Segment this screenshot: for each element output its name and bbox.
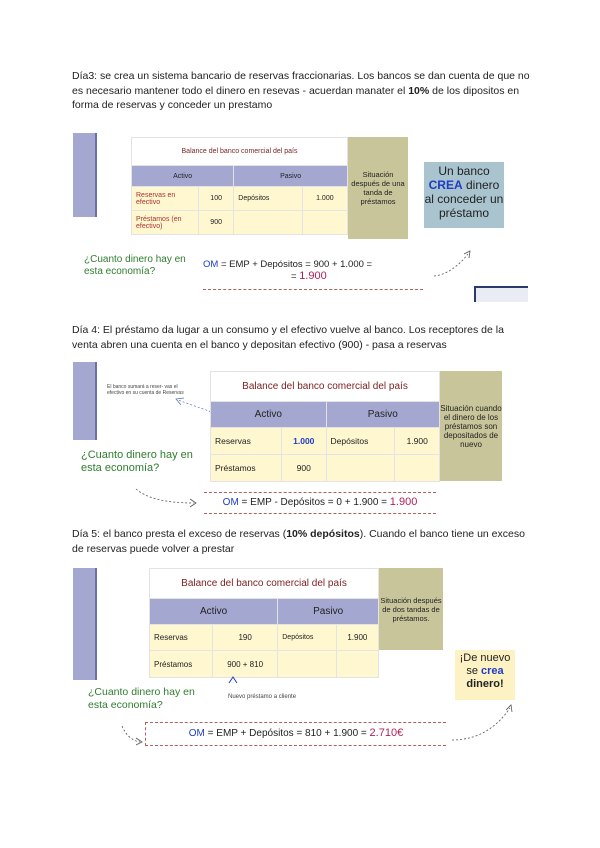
section1-row2-label: Préstamos (en efectivo) [132,211,199,235]
section2-pasivo-header: Pasivo [326,402,439,428]
section1-activo-header: Activo [132,166,234,187]
section2-arrow-curve [132,485,204,509]
section2-question: ¿Cuanto dinero hay en esta economía? [81,449,193,474]
section3-om-formula: OM = EMP + Depósitos = 810 + 1.900 = 2.710€ [145,722,446,746]
section3-activo-header: Activo [150,599,278,625]
section1-side-bar [73,133,97,217]
section1-situation-box: Situación después de una tanda de préstamos [348,137,408,239]
section3-row2-value: 900 + 810 [213,651,278,678]
section3-situation-box: Situación después de dos tandas de préstamos. [379,568,443,650]
section3-row1-pasivo-value: 1.900 [336,625,378,651]
section1-row1-value: 100 [199,187,234,211]
section3-pasivo-header: Pasivo [278,599,379,625]
section2-row1-label: Reservas [211,428,282,455]
section1-balance-table [131,137,348,235]
section2-situation-box: Situación cuando el dinero de los préstamos son depositados de nuevo [440,371,502,481]
section2-row1-pasivo-label: Depósitos [326,428,395,455]
section1-row1-pasivo-label: Depósitos [234,187,302,211]
section3-table-title: Balance del banco comercial del país [150,569,379,599]
section1-callout-crea: CREA [428,178,463,192]
section3-row1-pasivo-label: Depósitos [278,625,336,651]
section2-table-title: Balance del banco comercial del país [211,372,440,402]
section2-note: El banco sumará a reser- vas el efectivo en su cuenta de Reservas [107,384,184,396]
section3-callout: ¡De nuevo se crea dinero! [455,650,515,700]
section3-balance-table [149,568,379,678]
section3-arrow-left [118,722,148,746]
section2-side-bar [73,362,97,440]
section3-side-bar [73,568,97,680]
section1-row1-pasivo-value: 1.000 [302,187,347,211]
section3-callout-crea: crea [481,665,504,677]
section2-balance-table [210,371,440,482]
section1-arrow-curve [430,246,480,280]
section1-table-title: Balance del banco comercial del país [132,138,348,166]
section1-question: ¿Cuanto dinero hay en esta economía? [84,254,186,277]
section1-thumbnail [474,286,528,302]
section1-om-formula: OM = EMP + Depósitos = 900 + 1.000 = = 1.900 [203,259,423,290]
section1-callout: Un banco CREA dinero al conceder un préstamo [424,162,504,228]
section2-row2-value: 900 [282,455,327,482]
section3-arrow-right [448,700,520,744]
section3-arrow-up [227,675,239,685]
section2-activo-header: Activo [211,402,327,428]
section2-row1-value: 1.000 [282,428,327,455]
section3-row2-label: Préstamos [150,651,213,678]
section1-row2-value: 900 [199,211,234,235]
section3-row1-value: 190 [213,625,278,651]
section2-paragraph: Día 4: El préstamo da lugar a un consumo y el efectivo vuelve al banco. Los receptores de la venta abren una cuenta en el banco y depositan efectivo (900) - pasa a reservas [72,324,504,351]
section1-row1-label: Reservas en efectivo [132,187,199,211]
section3-paragraph: Día 5: el banco presta el exceso de reservas (10% depósitos). Cuando el banco tiene un exceso de reservas puede volver a prestar [72,528,525,555]
section3-question: ¿Cuanto dinero hay en esta economía? [88,686,195,711]
section3-note: Nuevo préstamo a cliente [228,694,297,700]
section2-om-formula: OM = EMP - Depósitos = 0 + 1.900 = 1.900 [204,492,436,514]
section2-row1-pasivo-value: 1.900 [395,428,440,455]
section2-row2-label: Préstamos [211,455,282,482]
section1-paragraph: Día3: se crea un sistema bancario de reservas fraccionarias. Los bancos se dan cuenta de que no es necesario mantener todo el dinero en resevas - acuerdan manater el 10% de los dipositos en forma de reservas y conceder un prestamo [72,70,530,111]
section3-row1-label: Reservas [150,625,213,651]
section1-pasivo-header: Pasivo [234,166,348,187]
